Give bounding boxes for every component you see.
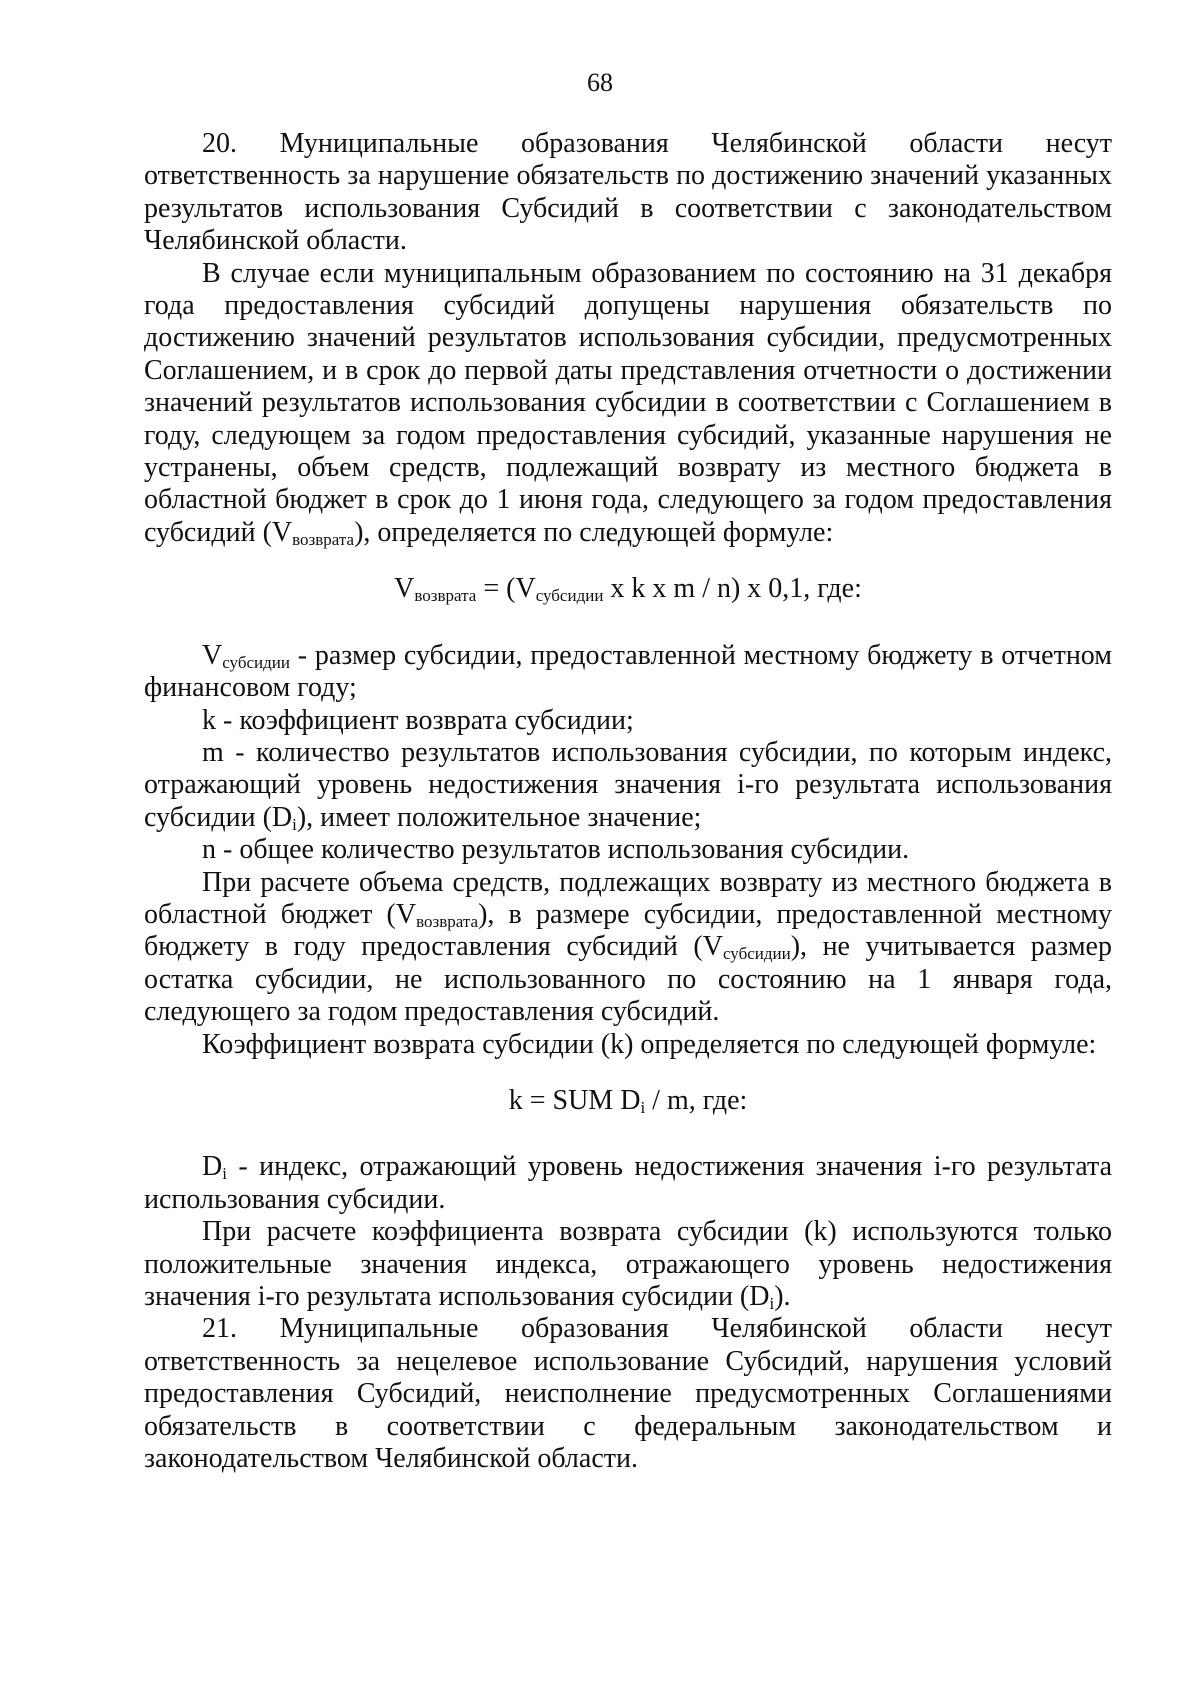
formula-equals: = ( <box>476 573 516 605</box>
formula-k-end: / m, где: <box>645 1084 748 1116</box>
return-case-text: В случае если муниципальным образованием по состоянию на 31 декабря года предоставления субсидий допущены нарушения обязательств по достижению значений результатов использования субсидии, предусмотренных Соглашением, и в срок до первой даты представления отчетности о достижении значений результатов использования субсидии в соответствии с Соглашением в году, следующем за годом предоставления субсидий, указанные нарушения не устранены, объем средств, подлежащий возврату из местного бюджета в областной бюджет в срок до 1 июня года, следующего за годом предоставления субсидий ( <box>144 257 1112 548</box>
document-body <box>144 128 1112 1475</box>
symbol-v: V <box>271 516 293 548</box>
symbol-v: V <box>515 573 536 605</box>
subscript-subsidy: субсидии <box>722 944 791 964</box>
definition-v-text: - размер субсидии, предоставленной местному бюджету в отчетном финансовом году; <box>144 639 1112 704</box>
calculation-text-end: ), не учитывается размер остатка субсидии, не использованного по состоянию на 1 января года, следующего за годом предоставления субсидий. <box>144 931 1112 1028</box>
formula-k <box>144 1085 1112 1117</box>
calculation-text-middle: ), в размере субсидии, предоставленной местному бюджету в году предоставления субсидий ( <box>144 898 1112 963</box>
subscript-i: i <box>292 814 297 834</box>
paragraph-21 <box>144 1313 1112 1475</box>
formula-tail: x k x m / n) x 0,1, где: <box>603 573 862 605</box>
definition-n <box>144 834 1112 866</box>
symbol-d: D <box>749 1281 770 1312</box>
subscript-i: i <box>769 1294 775 1313</box>
definition-di-text: - индекс, отражающий уровень недостижения значения i-го результата использования субсидии. <box>144 1151 1112 1215</box>
subscript-return: возврата <box>414 586 477 606</box>
coefficient-intro-text: Коэффициент возврата субсидии (k) определяется по следующей формуле: <box>202 1028 1097 1060</box>
symbol-v: V <box>702 931 723 963</box>
paragraph-20 <box>144 128 1112 258</box>
symbol-d: D <box>202 1151 223 1183</box>
page-number: 68 <box>587 68 613 97</box>
formula-v-return <box>144 573 1112 605</box>
subscript-subsidy: субсидии <box>535 586 604 606</box>
definition-m <box>144 737 1112 834</box>
symbol-d: D <box>620 1084 641 1116</box>
symbol-v: V <box>202 639 223 671</box>
paragraph-coefficient-calculation <box>144 1216 1112 1313</box>
definition-k-text: k - коэффициент возврата субсидии; <box>202 704 634 736</box>
definition-di <box>144 1151 1112 1216</box>
paragraph-20-text: 20. Муниципальные образования Челябинской области несут ответственность за нарушение обязательств по достижению значений указанных результатов использования Субсидий в соответствии с законодательством Челябинской области. <box>144 128 1112 257</box>
calculation-text: При расчете объема средств, подлежащих возврату из местного бюджета в областной бюджет ( <box>144 866 1112 930</box>
paragraph-return-case <box>144 258 1112 550</box>
paragraph-coefficient-intro <box>144 1029 1112 1061</box>
symbol-d: D <box>271 801 293 833</box>
subscript-subsidy: субсидии <box>222 652 290 672</box>
definition-k <box>144 705 1112 737</box>
coefficient-calculation-end: ). <box>774 1281 791 1312</box>
paragraph-calculation <box>144 867 1112 1029</box>
coefficient-calculation-text: При расчете коэффициента возврата субсидии (k) используются только положительные значения индекса, отражающего уровень недостижения значения i-го результата использования субсидии ( <box>144 1216 1112 1312</box>
return-case-text-end: ), определяется по следующей формуле: <box>354 516 834 548</box>
subscript-i: i <box>640 1097 646 1117</box>
symbol-v: V <box>395 898 417 930</box>
paragraph-21-text: 21. Муниципальные образования Челябинской области несут ответственность за нецелевое использование Субсидий, нарушения условий предоставления Субсидий, неисполнение предусмотренных Соглашениями обязательств в соответствии с федеральным законодательством и законодательством Челябинской области. <box>144 1313 1112 1475</box>
symbol-v: V <box>394 573 415 605</box>
definition-v-subsidy <box>144 640 1112 705</box>
definition-m-text: m - количество результатов использования субсидии, по которым индекс, отражающий уровень недостижения значения i-го результата использования субсидии ( <box>144 736 1112 833</box>
formula-k-start: k = SUM <box>508 1084 621 1116</box>
definition-m-text-end: ), имеет положительное значение; <box>296 801 702 833</box>
definition-n-text: n - общее количество результатов использования субсидии. <box>202 834 910 866</box>
subscript-i: i <box>222 1164 227 1184</box>
subscript-return: возврата <box>292 529 355 549</box>
subscript-return: возврата <box>416 911 479 931</box>
